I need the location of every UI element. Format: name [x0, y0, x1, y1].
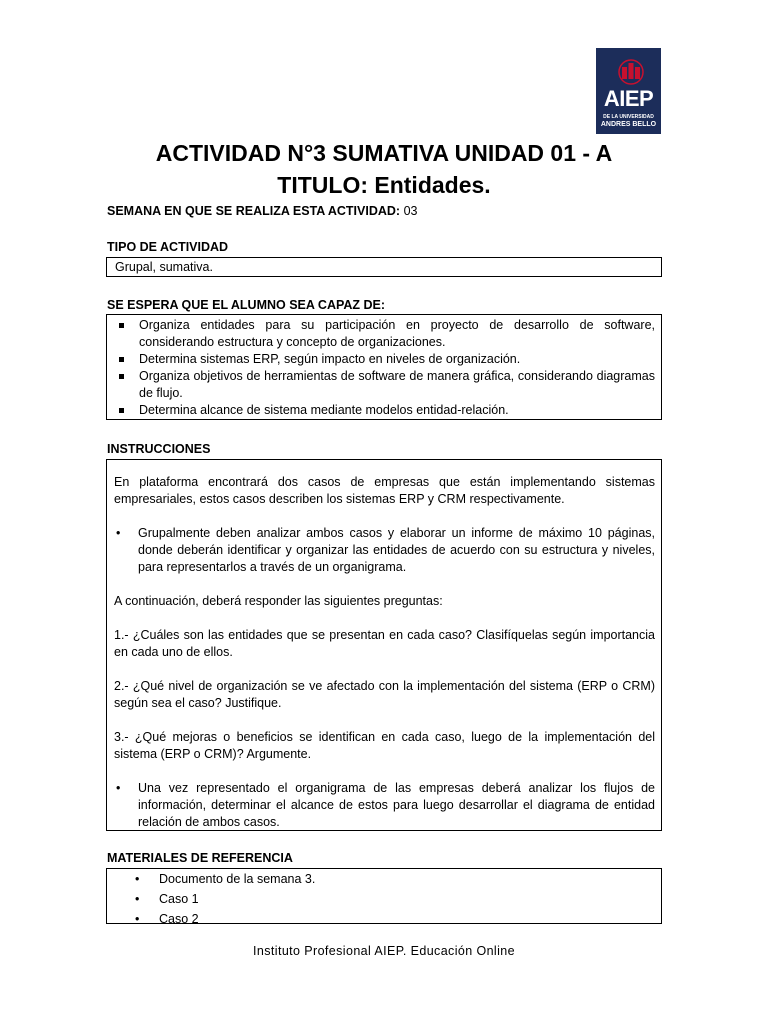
bullet-icon: •: [135, 912, 140, 926]
semana-label: SEMANA EN QUE SE REALIZA ESTA ACTIVIDAD:: [107, 204, 401, 218]
semana-value: 03: [403, 204, 418, 218]
tipo-value: Grupal, sumativa.: [115, 260, 213, 274]
instrucciones-intro: En plataforma encontrará dos casos de empresas que están implementando sistemas empresariales, estos casos describen los sistemas ERP y CRM respectivamente.: [114, 475, 655, 506]
list-item: Determina alcance de sistema mediante modelos entidad-relación.: [117, 402, 655, 419]
tipo-box: [106, 257, 662, 277]
instrucciones-label: INSTRUCCIONES: [107, 442, 211, 456]
bullet-icon: •: [135, 892, 140, 906]
list-item: • Documento de la semana 3.: [135, 869, 661, 889]
instrucciones-bullet-1: [114, 525, 655, 576]
pregunta-3: 3.- ¿Qué mejoras o beneficios se identifican en cada caso, luego de la implementación del sistema (ERP o CRM)? Argumente.: [114, 730, 655, 761]
materiales-label: MATERIALES DE REFERENCIA: [107, 851, 293, 865]
materiales-list: [107, 869, 661, 929]
document-title: ACTIVIDAD N°3 SUMATIVA UNIDAD 01 - A: [155, 140, 613, 166]
objetivos-box: [106, 314, 662, 420]
materiales-box: [106, 868, 662, 924]
instrucciones-continuacion: A continuación, deberá responder las siguientes preguntas:: [114, 594, 443, 608]
bullet-icon: •: [116, 781, 121, 795]
instrucciones-bullet-2: [114, 780, 655, 831]
list-item: • Caso 1: [135, 889, 661, 909]
list-item: Organiza entidades para su participación en proyecto de desarrollo de software, considerando estructura y concepto de organizaciones.: [117, 317, 655, 351]
document-subtitle: TITULO: Entidades.: [277, 172, 491, 198]
list-item: Organiza objetivos de herramientas de software de manera gráfica, considerando diagramas de flujo.: [117, 368, 655, 402]
instrucciones-box: [106, 459, 662, 831]
list-item: • Caso 2: [135, 909, 661, 929]
tipo-label: TIPO DE ACTIVIDAD: [107, 240, 229, 254]
bullet-text: Una vez representado el organigrama de las empresas deberá analizar los flujos de información, determinar el alcance de estos para luego desarrollar el diagrama de entidad relación de ambos casos.: [138, 781, 655, 829]
bullet-icon: •: [135, 872, 140, 886]
pregunta-2: 2.- ¿Qué nivel de organización se ve afectado con la implementación del sistema (ERP o CRM) según sea el caso? Justifique.: [114, 679, 655, 710]
pregunta-1: 1.- ¿Cuáles son las entidades que se presentan en cada caso? Clasifíquelas según importancia en cada uno de ellos.: [114, 628, 655, 659]
page-footer: Instituto Profesional AIEP. Educación Online: [253, 944, 515, 958]
logo-subtext-1: DE LA UNIVERSIDAD: [603, 114, 654, 120]
semana-row: [107, 203, 417, 219]
logo-text: AIEP: [603, 86, 654, 111]
logo-subtext-2: ANDRES BELLO: [600, 121, 657, 128]
objetivos-label: SE ESPERA QUE EL ALUMNO SEA CAPAZ DE:: [107, 298, 386, 312]
bullet-icon: •: [116, 526, 121, 540]
logo-building-icon: [618, 58, 644, 86]
list-item: Determina sistemas ERP, según impacto en niveles de organización.: [117, 351, 655, 368]
bullet-text: Grupalmente deben analizar ambos casos y elaborar un informe de máximo 10 páginas, donde deberán identificar y organizar las entidades de acuerdo con su estructura y niveles, para representarlos a través de un organigrama.: [138, 526, 655, 574]
aiep-logo: [596, 48, 661, 134]
objetivos-list: [107, 317, 661, 419]
